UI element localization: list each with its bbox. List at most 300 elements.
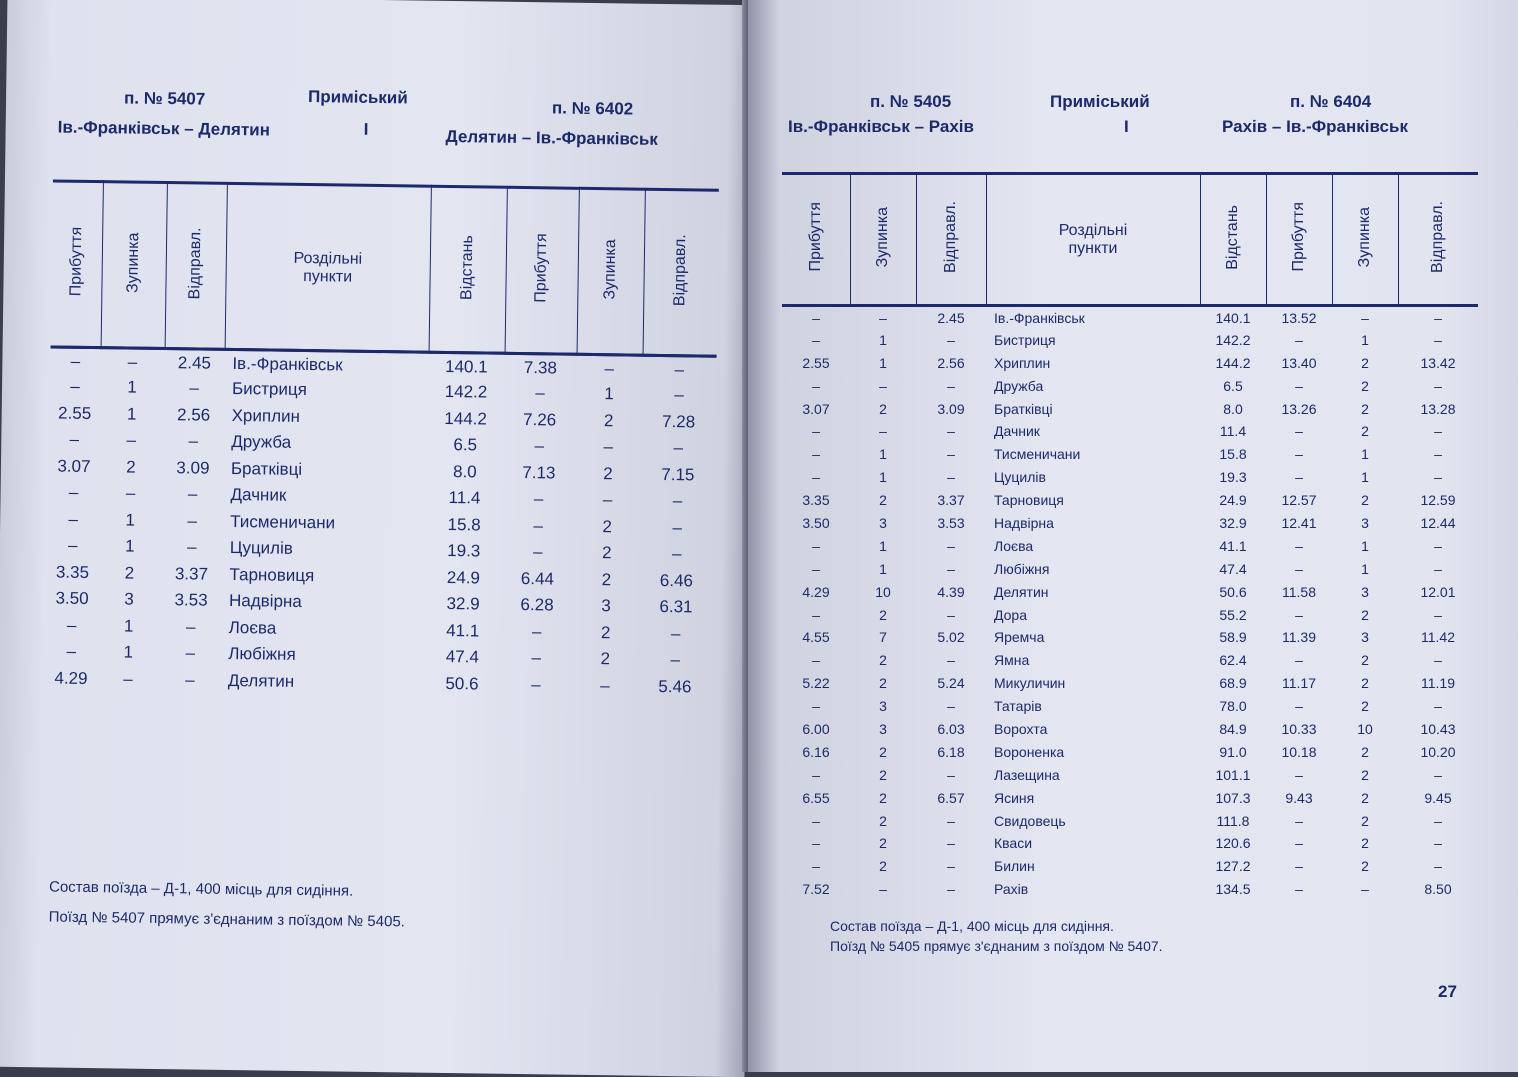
station-name: Братківці: [994, 400, 1053, 417]
table-cell: –: [1295, 652, 1303, 669]
right-train-b-number: п. № 6404: [1290, 92, 1372, 111]
table-cell: –: [1434, 537, 1442, 554]
right-route-b: Рахів – Ів.-Франківськ: [1222, 117, 1408, 136]
table-cell: –: [1295, 881, 1303, 898]
table-cell: 134.5: [1215, 881, 1251, 898]
station-name: Дружба: [231, 432, 292, 453]
table-cell: 2: [879, 789, 887, 806]
table-cell: 2: [601, 543, 612, 563]
table-row: [782, 489, 1478, 512]
table-cell: 2: [600, 622, 611, 643]
station-name: Микуличин: [994, 675, 1066, 692]
table-cell: –: [672, 491, 683, 511]
table-cell: –: [70, 351, 81, 371]
table-cell: –: [1295, 377, 1303, 394]
table-cell: 144.2: [1215, 354, 1251, 371]
station-name: Яремча: [994, 629, 1045, 646]
station-name: Ясиня: [994, 789, 1035, 806]
table-cell: –: [185, 670, 195, 690]
table-cell: 6.18: [937, 743, 965, 760]
table-cell: 1: [1361, 560, 1369, 577]
col-stop-b: Зупинка: [577, 188, 645, 355]
table-cell: 1: [1361, 331, 1369, 348]
station-name: Тисменичани: [230, 511, 336, 533]
table-cell: 1: [1361, 469, 1369, 486]
table-cell: –: [68, 509, 79, 529]
table-cell: 2: [879, 606, 887, 623]
station-name: Любіжня: [994, 560, 1050, 577]
table-cell: 6.57: [937, 789, 965, 806]
table-cell: –: [1295, 766, 1303, 783]
table-cell: 10: [1357, 720, 1373, 737]
table-cell: –: [127, 352, 138, 372]
table-cell: 9.45: [1424, 789, 1452, 806]
table-cell: –: [1295, 812, 1303, 829]
station-name: Хриплин: [994, 354, 1051, 371]
table-cell: 32.9: [446, 594, 480, 614]
table-cell: –: [672, 517, 683, 538]
table-cell: –: [674, 385, 684, 405]
table-row: [782, 328, 1478, 351]
table-cell: 1: [879, 331, 887, 348]
table-cell: 3: [124, 589, 134, 609]
table-cell: –: [1295, 469, 1303, 486]
table-cell: 11.19: [1421, 675, 1455, 692]
table-cell: –: [1434, 835, 1442, 852]
table-cell: 11.58: [1282, 583, 1316, 600]
table-cell: –: [1434, 423, 1442, 440]
table-cell: –: [185, 643, 196, 663]
table-row: [782, 786, 1478, 809]
table-cell: –: [670, 623, 681, 644]
table-cell: 13.52: [1281, 309, 1317, 326]
station-name: Рахів: [994, 881, 1029, 898]
left-train-type: Приміський: [307, 87, 408, 108]
table-cell: 2: [1361, 858, 1369, 875]
table-cell: 2: [1361, 354, 1369, 371]
station-name: Кваси: [994, 835, 1033, 852]
table-cell: 2: [879, 858, 887, 875]
table-cell: –: [947, 698, 955, 715]
table-cell: 120.6: [1215, 835, 1251, 852]
col-departure-a: Відправл.: [916, 174, 986, 306]
table-cell: 7.52: [802, 881, 830, 898]
station-name: Ів.-Франківськ: [232, 353, 343, 375]
table-cell: 3.53: [937, 514, 965, 531]
table-row: [782, 649, 1478, 672]
col-stop-a: Зупинка: [850, 174, 916, 306]
table-cell: 10.33: [1281, 720, 1317, 737]
table-cell: –: [1295, 423, 1303, 440]
table-cell: –: [947, 446, 955, 463]
table-cell: –: [812, 377, 820, 394]
table-cell: 12.01: [1420, 583, 1456, 600]
station-name: Дружба: [994, 377, 1044, 394]
station-name: Дачник: [230, 485, 287, 505]
col-distance: Відстань: [1200, 174, 1266, 306]
col-arrival-b: Прибуття: [505, 187, 579, 354]
table-cell: –: [947, 560, 955, 577]
table-cell: 7.28: [661, 411, 696, 432]
right-train-a-number: п. № 5405: [870, 92, 952, 111]
table-cell: –: [671, 544, 682, 564]
table-cell: –: [602, 490, 613, 510]
table-row: [782, 534, 1478, 557]
table-cell: 3.53: [174, 590, 208, 610]
table-cell: –: [812, 835, 820, 852]
col-arrival-b: Прибуття: [1266, 174, 1332, 306]
table-cell: 2.56: [176, 404, 211, 425]
table-cell: 13.42: [1420, 354, 1456, 371]
table-cell: 62.4: [1219, 652, 1247, 669]
table-cell: –: [947, 537, 955, 554]
table-cell: –: [812, 606, 820, 623]
right-footer-coupling: Поїзд № 5405 прямує з'єднаним з поїздом № 5407.: [830, 938, 1163, 954]
table-cell: –: [879, 377, 887, 394]
table-cell: 11.42: [1421, 629, 1455, 646]
table-row: [782, 855, 1478, 878]
table-cell: 9.43: [1285, 789, 1313, 806]
table-cell: 2.55: [58, 403, 92, 423]
table-cell: –: [1434, 766, 1442, 783]
table-cell: 2: [1361, 423, 1369, 440]
table-row: [782, 306, 1478, 329]
table-cell: –: [947, 858, 955, 875]
table-row: [782, 626, 1478, 649]
table-cell: –: [66, 615, 77, 635]
station-name: Ворохта: [994, 720, 1048, 737]
table-cell: –: [126, 430, 137, 450]
table-cell: 10.43: [1420, 720, 1456, 737]
right-footer-composition: Состав поїзда – Д-1, 400 місць для сидіння.: [830, 918, 1114, 934]
table-cell: –: [187, 511, 198, 531]
table-cell: 2.45: [177, 352, 212, 373]
table-cell: 91.0: [1219, 743, 1247, 760]
table-cell: 78.0: [1219, 698, 1247, 715]
table-cell: –: [1434, 698, 1442, 715]
left-footer-coupling: Поїзд № 5407 прямує з'єднаним з поїздом № 5405.: [48, 908, 406, 931]
table-cell: 7.38: [523, 357, 558, 378]
col-distance: Відстань: [429, 186, 507, 353]
table-cell: 6.16: [802, 743, 830, 760]
table-cell: –: [70, 376, 80, 397]
col-stations: Роздільні пункти: [225, 183, 431, 352]
table-cell: 10.20: [1420, 743, 1456, 760]
table-row: [782, 512, 1478, 535]
table-cell: 2: [603, 410, 614, 431]
table-cell: 4.55: [802, 629, 830, 646]
table-cell: –: [670, 650, 681, 670]
table-cell: –: [947, 835, 955, 852]
table-cell: –: [533, 489, 544, 509]
table-cell: 1: [127, 377, 137, 397]
table-cell: 3: [879, 720, 887, 737]
table-row: [782, 718, 1478, 741]
table-row: [782, 878, 1478, 901]
table-cell: 1: [1361, 446, 1369, 463]
station-name: Делятин: [994, 583, 1049, 600]
table-cell: 12.57: [1281, 492, 1317, 509]
table-cell: 13.28: [1420, 400, 1456, 417]
station-name: Делятин: [227, 670, 295, 691]
table-cell: 47.4: [1219, 560, 1247, 577]
table-cell: –: [812, 309, 820, 326]
table-cell: 2: [879, 652, 887, 669]
table-cell: 13.26: [1281, 400, 1317, 417]
table-cell: 8.0: [1223, 400, 1243, 417]
table-cell: –: [947, 812, 955, 829]
station-name: Дачник: [994, 423, 1040, 440]
table-cell: 15.8: [1219, 446, 1247, 463]
col-stations: Роздільні пункти: [986, 174, 1200, 306]
table-row: [782, 809, 1478, 832]
table-cell: 41.1: [446, 620, 480, 641]
col-arrival-a: Прибуття: [806, 202, 824, 272]
table-cell: 1: [1361, 537, 1369, 554]
table-row: [782, 603, 1478, 626]
table-cell: 3.50: [802, 514, 830, 531]
table-cell: –: [879, 881, 887, 898]
table-cell: 2: [1361, 400, 1369, 417]
table-cell: 50.6: [445, 673, 479, 694]
table-cell: 2: [600, 649, 611, 669]
table-cell: –: [1295, 537, 1303, 554]
table-cell: 6.46: [659, 570, 694, 591]
table-cell: 6.5: [453, 435, 478, 455]
station-name: Татарів: [994, 698, 1042, 715]
table-cell: 1: [879, 354, 887, 371]
station-name: Хриплин: [231, 405, 301, 426]
table-cell: –: [947, 881, 955, 898]
station-name: Свидовець: [994, 812, 1066, 829]
table-cell: –: [67, 535, 78, 556]
table-cell: –: [879, 423, 887, 440]
table-cell: 2: [1361, 812, 1369, 829]
table-row: [782, 672, 1478, 695]
table-cell: 6.03: [937, 720, 965, 737]
table-cell: 2: [879, 835, 887, 852]
table-cell: 3.09: [937, 400, 965, 417]
station-name: Лазещина: [994, 766, 1060, 783]
table-cell: 3: [879, 514, 887, 531]
table-cell: 12.44: [1420, 514, 1456, 531]
station-name: Ямна: [994, 652, 1030, 669]
table-cell: –: [1295, 446, 1303, 463]
table-cell: 2: [603, 463, 613, 484]
table-cell: 3: [601, 596, 611, 616]
left-header-separator: І: [363, 119, 369, 139]
right-page: [748, 0, 1518, 1072]
table-cell: –: [535, 383, 545, 403]
table-cell: 7: [879, 629, 887, 646]
table-cell: –: [123, 669, 133, 689]
table-cell: –: [1434, 812, 1442, 829]
table-cell: –: [1361, 309, 1369, 326]
table-cell: 3.50: [55, 588, 89, 609]
table-cell: 5.46: [658, 676, 692, 697]
table-cell: –: [812, 812, 820, 829]
table-cell: 2: [1361, 492, 1369, 509]
left-train-a-number: п. № 5407: [123, 88, 206, 109]
table-cell: 19.3: [447, 541, 481, 561]
table-cell: –: [533, 515, 544, 536]
table-cell: –: [186, 537, 197, 557]
table-cell: –: [1434, 331, 1442, 348]
left-timetable: [46, 179, 719, 700]
table-cell: –: [1434, 606, 1442, 623]
station-name: Бистриця: [231, 379, 308, 400]
table-cell: –: [1434, 560, 1442, 577]
station-name: Надвірна: [228, 591, 302, 612]
table-cell: –: [1434, 446, 1442, 463]
table-cell: 2: [879, 812, 887, 829]
table-row: [782, 580, 1478, 603]
table-cell: 3: [879, 698, 887, 715]
table-cell: –: [812, 698, 820, 715]
table-cell: 3.37: [937, 492, 965, 509]
table-cell: –: [812, 537, 820, 554]
table-row: [782, 557, 1478, 580]
table-cell: –: [812, 560, 820, 577]
station-name: Лоєва: [228, 617, 277, 638]
table-cell: 7.13: [522, 462, 556, 483]
table-cell: –: [1295, 606, 1303, 623]
table-cell: 144.2: [444, 408, 488, 429]
table-cell: 4.29: [802, 583, 830, 600]
station-name: Тарновиця: [994, 492, 1064, 509]
table-row: [782, 443, 1478, 466]
table-cell: –: [600, 675, 610, 696]
table-cell: 5.24: [937, 675, 965, 692]
table-cell: –: [674, 359, 685, 379]
table-cell: 6.44: [520, 568, 555, 589]
table-cell: 2: [1361, 377, 1369, 394]
table-cell: 13.40: [1281, 354, 1317, 371]
table-cell: –: [947, 331, 955, 348]
table-cell: 11.4: [1219, 423, 1247, 440]
table-cell: 2: [1361, 743, 1369, 760]
table-cell: 2: [879, 743, 887, 760]
table-cell: –: [69, 429, 80, 450]
table-cell: 2: [601, 569, 612, 590]
table-cell: 47.4: [445, 647, 479, 667]
table-cell: –: [1434, 652, 1442, 669]
table-cell: 41.1: [1219, 537, 1247, 554]
table-cell: –: [604, 358, 615, 378]
left-train-b-number: п. № 6402: [551, 98, 634, 119]
table-cell: –: [1361, 881, 1369, 898]
table-row: [782, 374, 1478, 397]
table-cell: 2: [1361, 698, 1369, 715]
station-name: Любіжня: [228, 644, 296, 665]
table-cell: –: [1295, 698, 1303, 715]
table-cell: 24.9: [446, 567, 481, 588]
table-cell: 1: [604, 384, 614, 404]
station-name: Цуцилів: [994, 469, 1046, 486]
table-cell: 2: [1361, 606, 1369, 623]
table-cell: 4.39: [937, 583, 965, 600]
table-cell: –: [812, 469, 820, 486]
table-cell: –: [1295, 858, 1303, 875]
table-cell: 3.09: [176, 457, 210, 478]
table-cell: –: [534, 436, 545, 456]
right-train-type: Приміський: [1050, 92, 1150, 111]
table-cell: 11.17: [1282, 675, 1316, 692]
table-cell: 2.55: [802, 354, 830, 371]
table-cell: –: [1295, 835, 1303, 852]
col-departure-a: Відправл.: [165, 183, 227, 350]
col-arrival-a: Прибуття: [67, 226, 86, 297]
table-cell: 6.55: [802, 789, 830, 806]
table-cell: 6.5: [1223, 377, 1243, 394]
table-cell: 2: [1361, 766, 1369, 783]
col-departure-b: Відправл.: [643, 189, 719, 356]
right-route-a: Ів.-Франківськ – Рахів: [788, 117, 974, 136]
table-cell: 2.56: [937, 354, 965, 371]
station-name: Тисменичани: [994, 446, 1081, 463]
table-cell: 140.1: [444, 356, 488, 377]
right-timetable: [782, 172, 1478, 901]
table-cell: 12.59: [1420, 492, 1456, 509]
table-cell: 3.07: [802, 400, 830, 417]
station-name: Лоєва: [994, 537, 1034, 554]
table-cell: 6.28: [520, 595, 554, 615]
table-cell: –: [187, 484, 198, 504]
table-cell: 6.00: [802, 720, 830, 737]
table-cell: 10.18: [1281, 743, 1317, 760]
station-name: Ів.-Франківськ: [994, 309, 1085, 326]
table-cell: 19.3: [1219, 469, 1247, 486]
table-cell: 5.02: [937, 629, 965, 646]
table-cell: 3.07: [57, 456, 91, 476]
table-cell: 2: [879, 492, 887, 509]
table-cell: –: [812, 652, 820, 669]
page-number: 27: [1438, 982, 1457, 1001]
table-cell: –: [1434, 469, 1442, 486]
table-cell: 1: [123, 642, 134, 662]
left-footer-composition: Состав поїзда – Д-1, 400 місць для сидіння.: [48, 878, 354, 900]
right-header-separator: І: [1124, 117, 1129, 136]
table-cell: –: [947, 423, 955, 440]
station-name: Вороненка: [994, 743, 1065, 760]
col-stop-a: Зупинка: [101, 182, 167, 349]
table-cell: –: [531, 621, 542, 642]
table-cell: –: [947, 469, 955, 486]
table-cell: 2: [1361, 652, 1369, 669]
table-cell: –: [125, 483, 136, 503]
table-cell: 8.0: [452, 461, 477, 482]
table-row: [782, 763, 1478, 786]
table-cell: 1: [126, 404, 137, 424]
table-cell: –: [1434, 309, 1442, 326]
table-cell: –: [673, 438, 684, 458]
table-cell: 7.15: [661, 464, 695, 485]
table-cell: 55.2: [1219, 606, 1247, 623]
table-cell: 2.45: [937, 309, 965, 326]
table-cell: –: [1434, 858, 1442, 875]
table-cell: –: [947, 652, 955, 669]
table-cell: –: [812, 423, 820, 440]
table-cell: 1: [879, 469, 887, 486]
table-cell: –: [68, 482, 79, 503]
table-cell: –: [189, 378, 199, 398]
table-cell: 3: [1361, 514, 1369, 531]
table-cell: 15.8: [447, 514, 481, 535]
table-row: [782, 397, 1478, 420]
table-cell: 2: [126, 457, 136, 477]
table-cell: –: [812, 331, 820, 348]
table-cell: 2: [1361, 835, 1369, 852]
